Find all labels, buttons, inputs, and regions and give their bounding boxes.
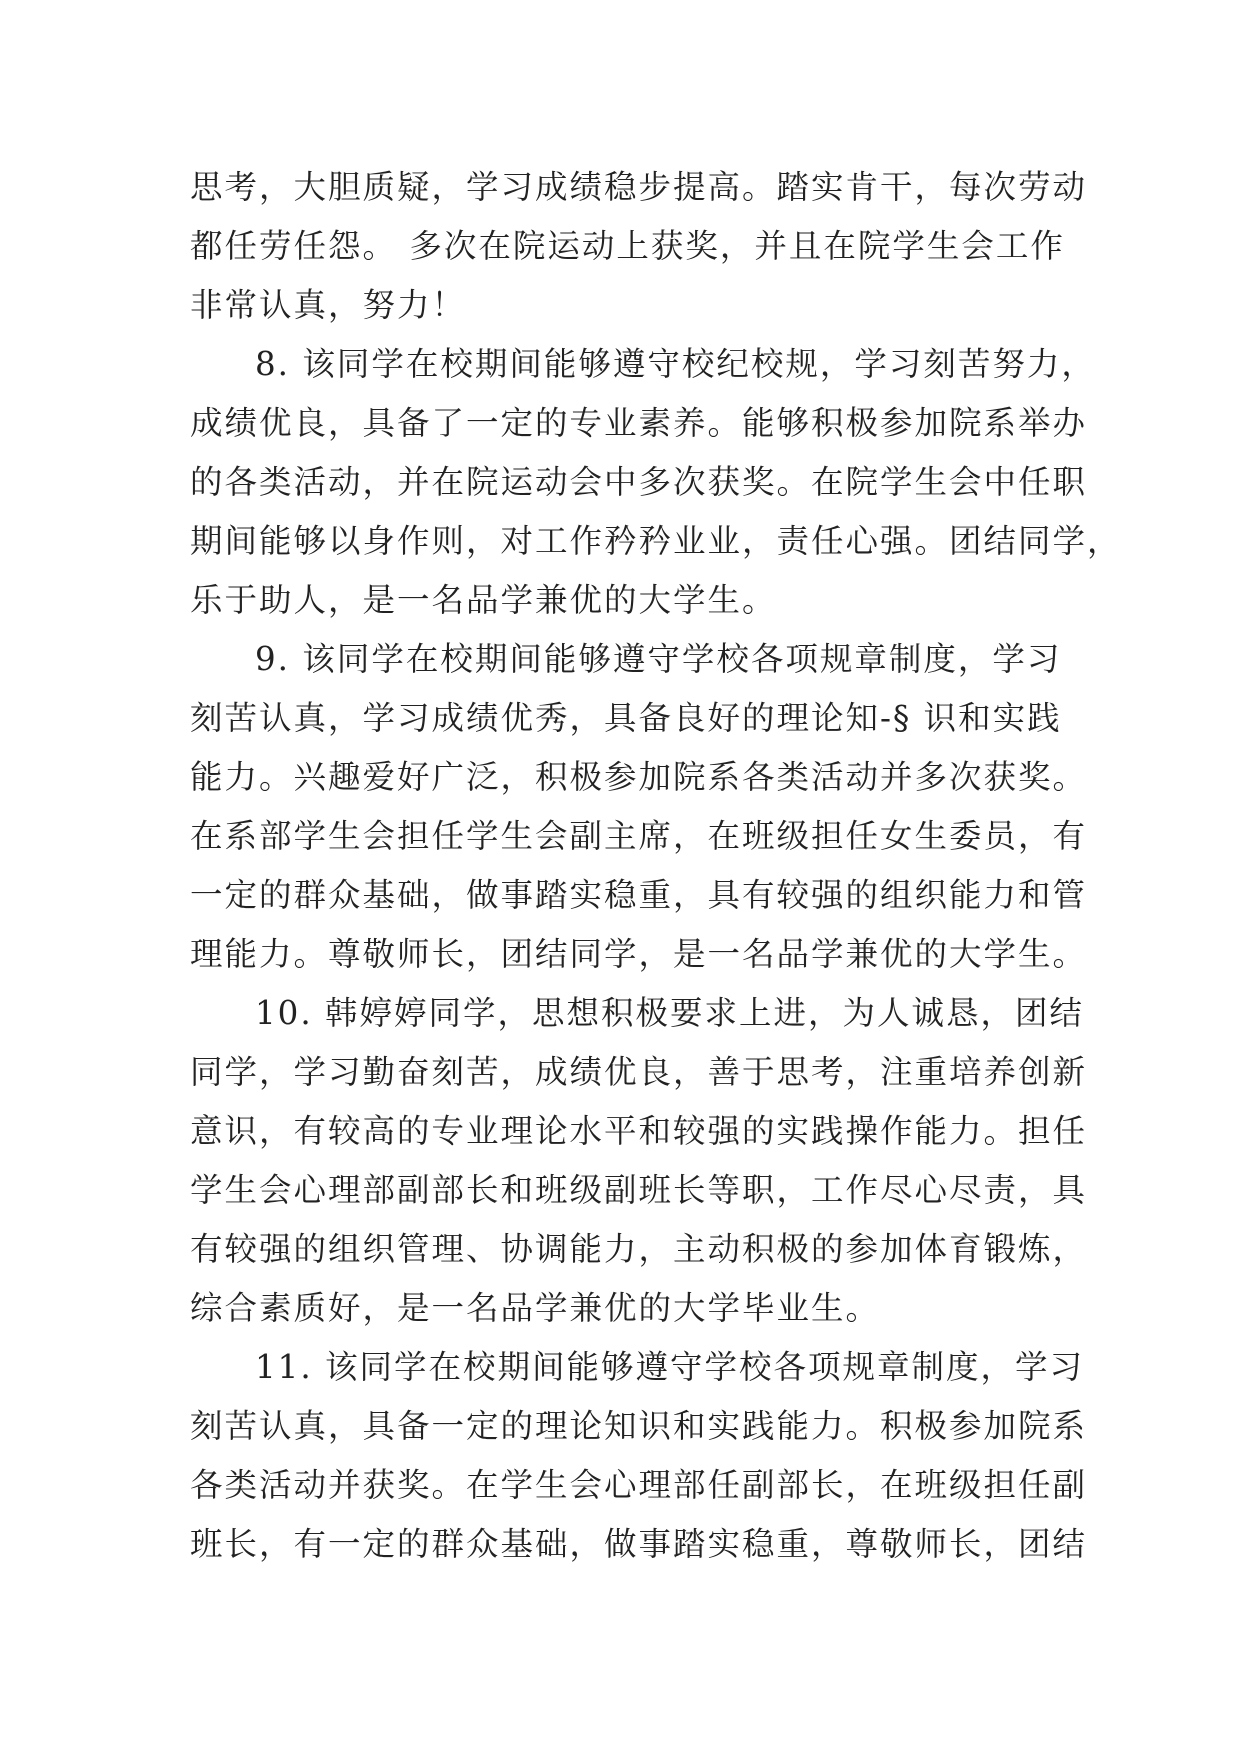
text-line: 非常认真，努力！ [190, 286, 467, 324]
text-line: 有较强的组织管理、协调能力，主动积极的参加体育锻炼， [190, 1230, 1088, 1268]
text-line: 刻苦认真，具备一定的理论知识和实践能力。积极参加院系 [190, 1407, 1088, 1445]
text-line: 乐于助人，是一名品学兼优的大学生。 [190, 581, 777, 619]
text-line: 期间能够以身作则，对工作矜矜业业，责任心强。团结同学， [190, 522, 1122, 560]
text-line: 成绩优良，具备了一定的专业素养。能够积极参加院系举办 [190, 404, 1088, 442]
text-line: 综合素质好，是一名品学兼优的大学毕业生。 [190, 1289, 881, 1327]
text-line: 能力。兴趣爱好广泛，积极参加院系各类活动并多次获奖。 [190, 758, 1088, 796]
text-line: 意识，有较高的专业理论水平和较强的实践操作能力。担任 [190, 1112, 1088, 1150]
text-line: 8. 该同学在校期间能够遵守校纪校规，学习刻苦努力， [255, 345, 1096, 383]
text-line: 各类活动并获奖。在学生会心理部任副部长，在班级担任副 [190, 1466, 1088, 1504]
body-text [190, 158, 1122, 1574]
text-line: 在系部学生会担任学生会副主席，在班级担任女生委员，有 [190, 817, 1088, 855]
text-line: 理能力。尊敬师长，团结同学，是一名品学兼优的大学生。 [190, 935, 1088, 973]
text-line: 思考，大胆质疑，学习成绩稳步提高。踏实肯干，每次劳动 [190, 168, 1088, 206]
text-line: 的各类活动，并在院运动会中多次获奖。在院学生会中任职 [190, 463, 1088, 501]
text-line: 刻苦认真，学习成绩优秀，具备良好的理论知-§ 识和实践 [190, 699, 1062, 737]
text-line: 10. 韩婷婷同学，思想积极要求上进，为人诚恳，团结 [255, 994, 1085, 1032]
text-line: 都任劳任怨。 多次在院运动上获奖，并且在院学生会工作 [190, 227, 1065, 265]
text-line: 班长，有一定的群众基础，做事踏实稳重，尊敬师长，团结 [190, 1525, 1088, 1563]
text-line: 学生会心理部副部长和班级副班长等职，工作尽心尽责，具 [190, 1171, 1088, 1209]
text-line: 9. 该同学在校期间能够遵守学校各项规章制度，学习 [255, 640, 1062, 678]
text-line: 11. 该同学在校期间能够遵守学校各项规章制度，学习 [255, 1348, 1085, 1386]
text-line: 同学，学习勤奋刻苦，成绩优良，善于思考，注重培养创新 [190, 1053, 1088, 1091]
text-line: 一定的群众基础，做事踏实稳重，具有较强的组织能力和管 [190, 876, 1088, 914]
